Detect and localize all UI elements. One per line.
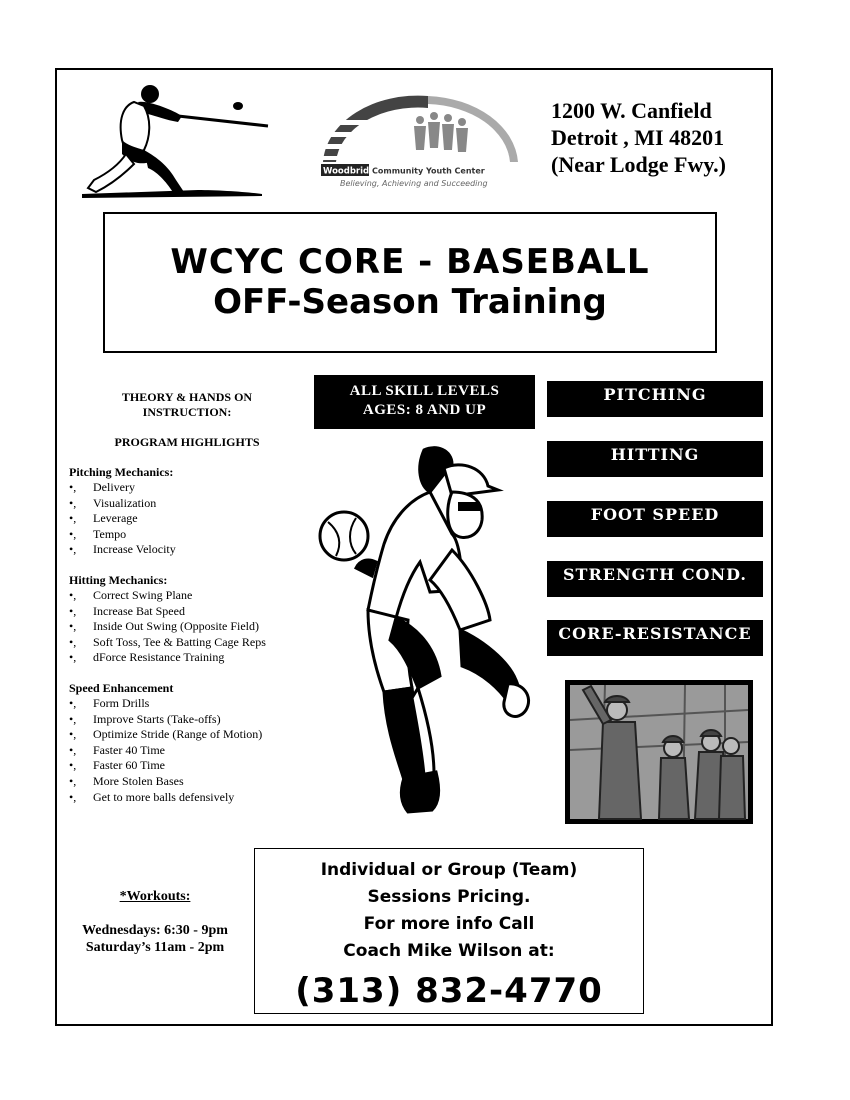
levels-line-2: AGES: 8 AND UP — [362, 402, 487, 418]
list-item-text: Get to more balls defensively — [93, 789, 235, 804]
list-item — [69, 588, 309, 604]
speed-enhancement-list — [69, 696, 309, 805]
bullet-marker: •, — [69, 742, 77, 757]
pitcher-illustration — [312, 440, 540, 820]
list-item — [69, 635, 309, 651]
bullet-marker: •, — [69, 511, 77, 526]
bullet-marker: •, — [69, 758, 77, 773]
coach-photo — [565, 680, 753, 824]
address-line-2: Detroit , MI 48201 — [551, 125, 725, 150]
bullet-marker: •, — [69, 773, 77, 788]
skill-box-foot-speed: FOOT SPEED — [547, 501, 763, 537]
list-item-text: Leverage — [93, 511, 138, 526]
list-item — [69, 542, 309, 558]
list-item-text: Faster 40 Time — [93, 742, 166, 757]
wcyc-logo — [318, 90, 523, 190]
list-item — [69, 480, 309, 496]
list-item-text: Increase Velocity — [93, 542, 176, 557]
list-item — [69, 758, 309, 774]
list-item-text: Correct Swing Plane — [93, 587, 193, 602]
bullet-marker: •, — [69, 650, 77, 665]
workouts-line-1: Wednesdays: 6:30 - 9pm — [82, 923, 228, 938]
levels-line-1: ALL SKILL LEVELS — [349, 383, 500, 399]
bullet-marker: •, — [69, 695, 77, 710]
list-item-text: Tempo — [93, 526, 127, 541]
list-item — [69, 774, 309, 790]
bullet-marker: •, — [69, 789, 77, 804]
list-item — [69, 743, 309, 759]
pitching-mechanics-title: Pitching Mechanics: — [69, 465, 174, 479]
bullet-marker: •, — [69, 542, 77, 557]
list-item-text: Delivery — [93, 480, 135, 494]
bullet-marker: •, — [69, 619, 77, 634]
bullet-marker: •, — [69, 711, 77, 726]
list-item — [69, 727, 309, 743]
list-item-text: Inside Out Swing (Opposite Field) — [93, 619, 259, 634]
list-item — [69, 511, 309, 527]
list-item-text: dForce Resistance Training — [93, 650, 225, 665]
skill-box-pitching: PITCHING — [547, 381, 763, 417]
theory-line-1: THEORY & HANDS ON — [121, 390, 253, 404]
list-item-text: More Stolen Bases — [93, 773, 184, 788]
info-line-4: Coach Mike Wilson at: — [343, 941, 555, 961]
theory-heading — [69, 390, 305, 420]
list-item — [69, 604, 309, 620]
list-item-text: Form Drills — [93, 695, 150, 710]
bullet-marker: •, — [69, 480, 77, 494]
skill-box-core-resistance: CORE-RESISTANCE — [547, 620, 763, 656]
list-item — [69, 650, 309, 666]
list-item-text: Optimize Stride (Range of Motion) — [93, 727, 263, 742]
batter-illustration — [78, 80, 273, 202]
bullet-marker: •, — [69, 727, 77, 742]
list-item — [69, 527, 309, 543]
list-item — [69, 619, 309, 635]
logo-tagline: Believing, Achieving and Succeeding — [340, 179, 488, 188]
workouts-schedule — [70, 888, 240, 956]
address-line-3: (Near Lodge Fwy.) — [551, 152, 726, 177]
workouts-title: *Workouts: — [119, 889, 191, 904]
skill-box-hitting: HITTING — [547, 441, 763, 477]
workouts-line-2: Saturday’s 11am - 2pm — [85, 940, 225, 955]
bullet-marker: •, — [69, 495, 77, 510]
list-item-text: Faster 60 Time — [93, 758, 166, 773]
program-highlights-heading: PROGRAM HIGHLIGHTS — [114, 435, 260, 449]
list-item — [69, 790, 309, 806]
skill-levels-badge — [314, 375, 535, 429]
info-line-1: Individual or Group (Team) — [320, 860, 578, 880]
contact-info-box — [254, 848, 644, 1014]
theory-line-2: INSTRUCTION: — [142, 405, 232, 419]
list-item-text: Improve Starts (Take-offs) — [93, 711, 221, 726]
title-box — [103, 212, 717, 353]
bullet-marker: •, — [69, 587, 77, 602]
list-item-text: Visualization — [93, 495, 157, 510]
pitching-mechanics-list — [69, 480, 309, 558]
list-item — [69, 496, 309, 512]
program-highlights-column — [69, 390, 309, 805]
list-item-text: Increase Bat Speed — [93, 603, 185, 618]
hitting-mechanics-list — [69, 588, 309, 666]
title-line-2: OFF-Season Training — [213, 282, 607, 322]
list-item — [69, 712, 309, 728]
list-item — [69, 696, 309, 712]
speed-enhancement-title: Speed Enhancement — [69, 680, 174, 695]
info-line-2: Sessions Pricing. — [367, 887, 531, 907]
list-item-text: Soft Toss, Tee & Batting Cage Reps — [93, 634, 266, 649]
bullet-marker: •, — [69, 603, 77, 618]
phone-number: (313) 832-4770 — [295, 971, 603, 1011]
bullet-marker: •, — [69, 634, 77, 649]
logo-woodbridge-text: Woodbridge — [323, 166, 381, 177]
logo-name-text: Community Youth Center — [372, 166, 485, 176]
bullet-marker: •, — [69, 526, 77, 541]
address-block — [551, 97, 726, 178]
info-line-3: For more info Call — [363, 914, 535, 934]
title-line-1: WCYC CORE - BASEBALL — [170, 242, 650, 282]
address-line-1: 1200 W. Canfield — [551, 98, 712, 123]
skill-box-strength-cond: STRENGTH COND. — [547, 561, 763, 597]
hitting-mechanics-title: Hitting Mechanics: — [69, 572, 168, 587]
